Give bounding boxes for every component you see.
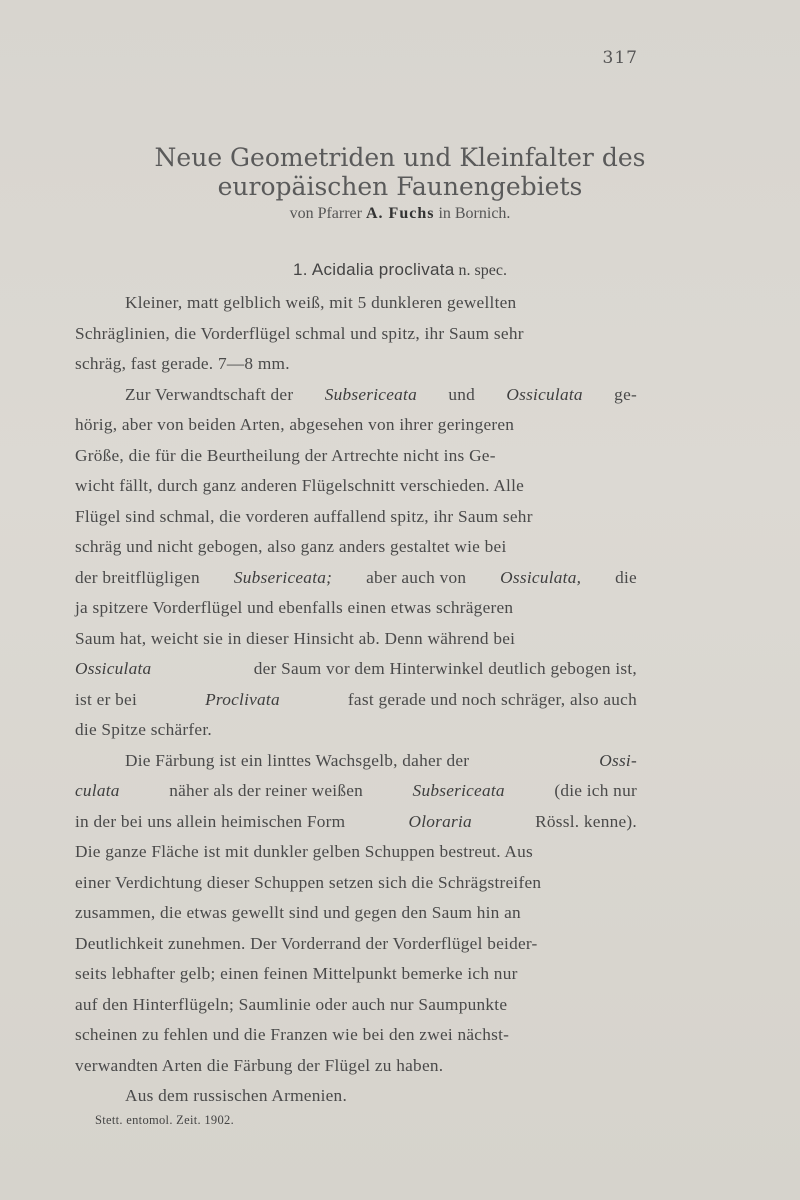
text-segment: der Saum vor dem Hinterwinkel deutlich gebogen ist, [253,659,637,678]
text-segment: ge- [614,384,637,404]
paragraph-2-line [75,715,637,746]
text-line: seits lebhafter gelb; einen feinen Mittelpunkt bemerke ich nur [75,964,518,983]
paragraph-2-line [75,380,637,411]
byline [100,205,700,223]
paragraph-3-line [75,807,637,838]
byline-suffix: in Bornich. [438,205,511,222]
text-segment: in der bei uns allein heimischen Form [75,811,346,831]
text-segment: der breitflügligen [75,567,200,587]
paragraph-2-line [75,654,637,685]
text-segment: aber auch von [366,567,467,587]
paragraph-3-line [75,959,637,990]
section-heading [100,260,700,280]
text-segment: fast gerade und noch schräger, also auch [347,689,637,709]
article-title-line-1: Neue Geometriden und Kleinfalter des [154,143,646,172]
byline-prefix: von Pfarrer [289,205,362,222]
text-line: die Spitze schärfer. [75,720,212,739]
species-reference: culata [75,781,120,800]
text-line: verwandten Arten die Färbung der Flügel zu haben. [75,1055,444,1075]
paragraph-3-line [75,746,637,777]
text-line: Größe, die für die Beurtheilung der Artrechte nicht ins Ge- [75,445,496,465]
species-reference: Ossiculata, [500,567,582,587]
paragraph-3-line [75,929,637,960]
page-number: 317 [602,48,638,68]
paragraph-2-line [75,471,637,502]
text-line: Die ganze Fläche ist mit dunkler gelben Schuppen bestreut. Aus [75,842,533,861]
text-segment: näher als der reiner weißen [169,781,364,800]
article-title-line-2: europäischen Faunengebiets [217,172,583,201]
paragraph-3-line [75,776,637,807]
species-reference: Proclivata [205,689,280,709]
paragraph-2-line [75,563,637,594]
text-line: schräg und nicht gebogen, also ganz anders gestaltet wie bei [75,537,507,556]
text-segment: Rössl. kenne). [535,811,637,831]
paragraph-3-line [75,868,637,899]
paragraph-3-line [75,1051,637,1082]
paragraph-2-line [75,685,637,716]
text-segment: Die Färbung ist ein linttes Wachsgelb, daher der [125,750,470,770]
paragraph-2-line [75,502,637,533]
text-line: Flügel sind schmal, die vorderen auffallend spitz, ihr Saum sehr [75,506,533,526]
text-line: wicht fällt, durch ganz anderen Flügelschnitt verschieden. Alle [75,476,525,495]
text-line: Saum hat, weicht sie in dieser Hinsicht ab. Denn während bei [75,628,516,648]
author-name: A. Fuchs [365,205,435,222]
paragraph-3-line [75,990,637,1021]
text-line: Schräglinien, die Vorderflügel schmal und spitz, ihr Saum sehr [75,323,524,343]
text-line: auf den Hinterflügeln; Saumlinie oder auch nur Saumpunkte [75,994,508,1014]
locality-text: Aus dem russischen Armenien. [125,1086,348,1105]
paragraph-1-line [75,319,637,350]
text-segment: ist er bei [75,689,138,709]
paragraph-2-line [75,593,637,624]
species-reference: Ossiculata [75,659,152,678]
paragraph-2-line [75,410,637,441]
text-segment: (die ich nur [554,781,637,800]
paragraph-3-line [75,1020,637,1051]
species-reference: Oloraria [408,811,472,831]
paragraph-1-line [75,349,637,380]
text-line: schräg, fast gerade. 7—8 mm. [75,354,290,373]
species-name: Acidalia proclivata [311,260,455,279]
section-number: 1. [293,260,308,279]
paragraph-1-line [75,288,637,319]
paragraph-3-line [75,898,637,929]
paragraph-2-line [75,532,637,563]
text-segment: die [615,567,637,587]
species-reference: Ossi- [599,750,637,770]
text-line: hörig, aber von beiden Arten, abgesehen von ihrer geringeren [75,415,515,434]
paragraph-3-line [75,837,637,868]
species-suffix: n. spec. [458,262,507,279]
text-line: Deutlichkeit zunehmen. Der Vorderrand der Vorderflügel beider- [75,933,538,953]
text-line: Kleiner, matt gelblich weiß, mit 5 dunkleren gewellten [125,293,517,312]
text-line: einer Verdichtung dieser Schuppen setzen sich die Schrägstreifen [75,872,542,892]
article-body [75,288,637,1112]
species-reference: Subsericeata; [233,567,333,587]
journal-footer: Stett. entomol. Zeit. 1902. [95,1113,234,1127]
locality-line [75,1081,637,1112]
article-header [100,143,700,223]
paragraph-2-line [75,624,637,655]
text-segment: und [448,384,476,404]
species-reference: Subsericeata [324,384,417,404]
species-reference: Subsericeata [412,781,505,800]
text-line: zusammen, die etwas gewellt sind und gegen den Saum hin an [75,903,521,922]
text-line: ja spitzere Vorderflügel und ebenfalls einen etwas schrägeren [75,598,514,617]
text-segment: Zur Verwandtschaft der [125,384,294,404]
species-reference: Ossiculata [506,384,583,404]
text-line: scheinen zu fehlen und die Franzen wie bei den zwei nächst- [75,1025,510,1044]
paragraph-2-line [75,441,637,472]
